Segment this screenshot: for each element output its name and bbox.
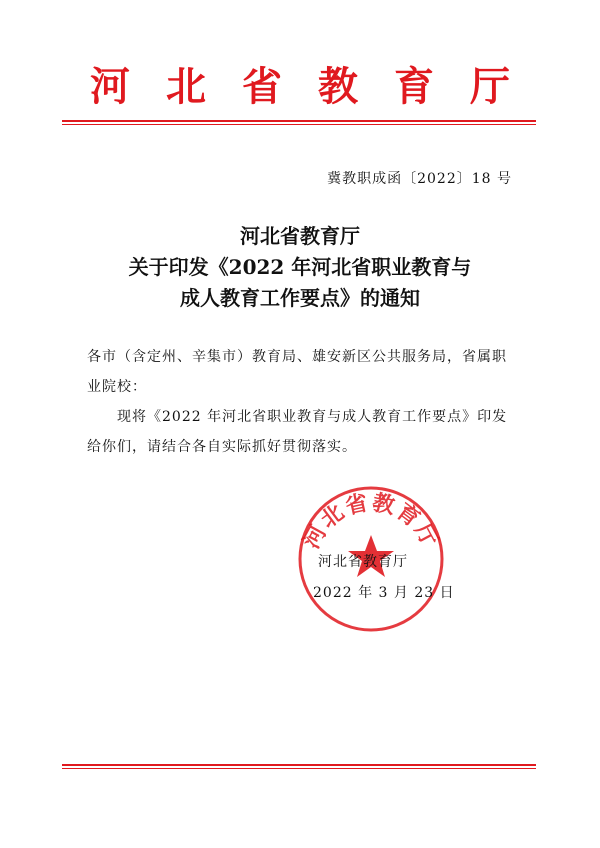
body-paragraph: 现将《2022 年河北省职业教育与成人教育工作要点》印发给你们，请结合各自实际抓好贯彻落实。 <box>87 409 508 455</box>
recipient-list: 各市（含定州、辛集市）教育局、雄安新区公共服务局，省属职业院校： <box>87 349 507 395</box>
seal-text: 河北省教育厅 <box>299 490 443 554</box>
issuer-name: 河北省教育厅 <box>318 554 408 570</box>
footer-rule-thin <box>62 768 536 769</box>
header-rule-thin <box>62 124 536 125</box>
footer-rule-thick <box>62 764 536 766</box>
title-line-1: 河北省教育厅 <box>240 224 360 248</box>
issue-date: 2022 年 3 月 23 日 <box>313 585 455 601</box>
document-number: 冀教职成函〔2022〕18 号 <box>327 171 512 187</box>
title-line-2: 关于印发《2022 年河北省职业教育与 <box>128 255 472 279</box>
header-rule-thick <box>62 120 536 122</box>
document-title <box>0 221 600 314</box>
masthead-title: 河北省教育厅 <box>90 63 546 110</box>
title-line-3: 成人教育工作要点》的通知 <box>180 286 420 310</box>
